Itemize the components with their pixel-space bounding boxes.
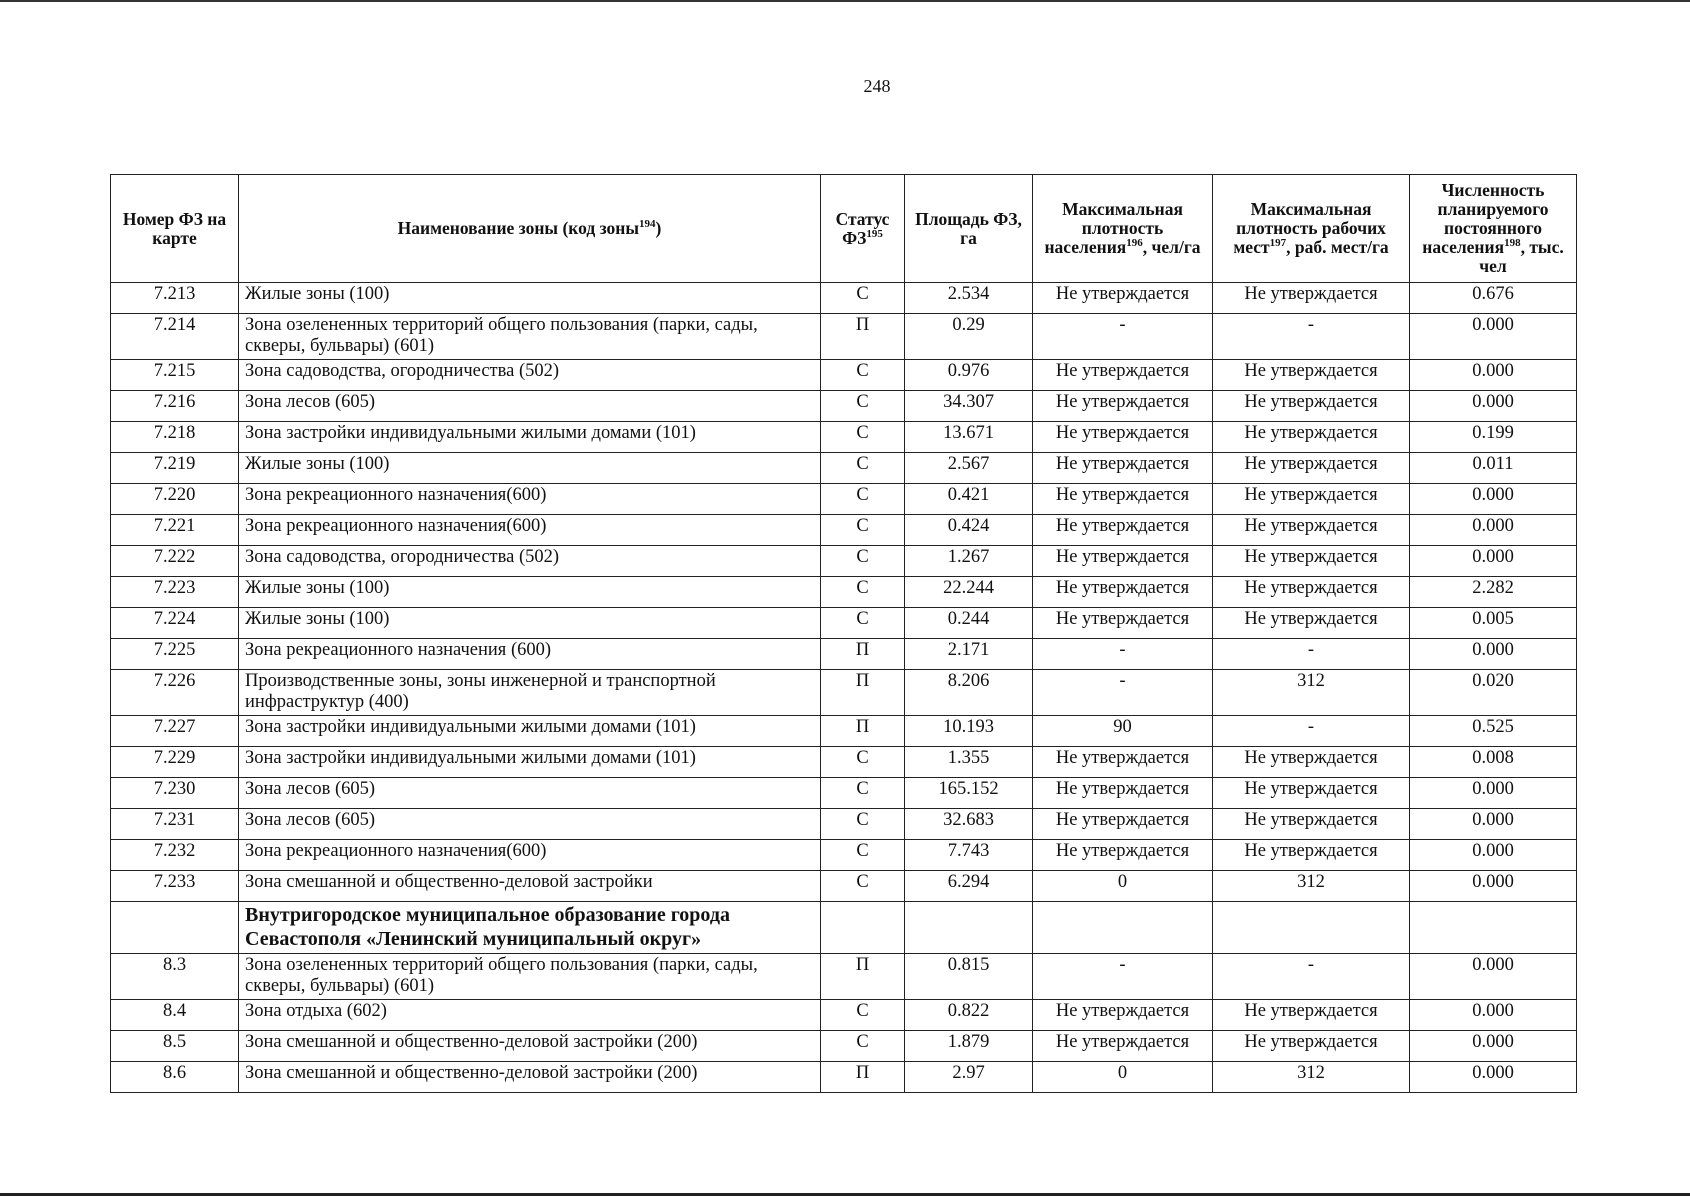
pop-density-cell: 0 bbox=[1033, 871, 1213, 902]
population-cell: 0.011 bbox=[1410, 453, 1577, 484]
job-density-cell: Не утверждается bbox=[1213, 778, 1410, 809]
population-cell: 0.000 bbox=[1410, 871, 1577, 902]
population-cell: 0.000 bbox=[1410, 360, 1577, 391]
name-cell: Производственные зоны, зоны инженерной и транспортной инфраструктур (400) bbox=[239, 670, 821, 716]
top-rule bbox=[0, 0, 1690, 2]
job-density-cell: - bbox=[1213, 954, 1410, 1000]
name-cell: Зона отдыха (602) bbox=[239, 1000, 821, 1031]
population-cell: 0.000 bbox=[1410, 484, 1577, 515]
number-cell: 7.216 bbox=[111, 391, 239, 422]
population-cell: 0.676 bbox=[1410, 283, 1577, 314]
header-pop-density-unit: , чел/га bbox=[1142, 237, 1201, 257]
pop-density-cell: Не утверждается bbox=[1033, 577, 1213, 608]
number-cell bbox=[111, 902, 239, 954]
population-cell: 0.199 bbox=[1410, 422, 1577, 453]
area-cell: 1.879 bbox=[905, 1031, 1033, 1062]
job-density-cell: Не утверждается bbox=[1213, 840, 1410, 871]
status-cell: С bbox=[821, 515, 905, 546]
pop-density-cell: Не утверждается bbox=[1033, 484, 1213, 515]
name-cell: Жилые зоны (100) bbox=[239, 608, 821, 639]
header-pop-density bbox=[1033, 175, 1213, 283]
number-cell: 7.232 bbox=[111, 840, 239, 871]
job-density-cell bbox=[1213, 902, 1410, 954]
population-cell: 0.000 bbox=[1410, 809, 1577, 840]
name-cell: Зона рекреационного назначения(600) bbox=[239, 840, 821, 871]
area-cell: 1.267 bbox=[905, 546, 1033, 577]
table-row bbox=[111, 1031, 1577, 1062]
area-cell: 32.683 bbox=[905, 809, 1033, 840]
number-cell: 7.224 bbox=[111, 608, 239, 639]
table-row bbox=[111, 670, 1577, 716]
header-population-text: Численность планируемого постоянного населения bbox=[1422, 180, 1549, 257]
population-cell: 0.000 bbox=[1410, 840, 1577, 871]
status-cell: С bbox=[821, 546, 905, 577]
status-cell: П bbox=[821, 1062, 905, 1093]
pop-density-cell: 0 bbox=[1033, 1062, 1213, 1093]
table-body bbox=[111, 283, 1577, 1093]
name-cell: Зона смешанной и общественно-деловой застройки (200) bbox=[239, 1062, 821, 1093]
table-row bbox=[111, 747, 1577, 778]
status-cell: С bbox=[821, 871, 905, 902]
table-row bbox=[111, 716, 1577, 747]
population-cell: 0.020 bbox=[1410, 670, 1577, 716]
population-cell: 0.008 bbox=[1410, 747, 1577, 778]
number-cell: 7.225 bbox=[111, 639, 239, 670]
table-row bbox=[111, 422, 1577, 453]
number-cell: 7.231 bbox=[111, 809, 239, 840]
status-cell: С bbox=[821, 840, 905, 871]
table-row bbox=[111, 1062, 1577, 1093]
name-cell: Зона рекреационного назначения(600) bbox=[239, 484, 821, 515]
job-density-cell: - bbox=[1213, 314, 1410, 360]
area-cell: 7.743 bbox=[905, 840, 1033, 871]
table-row bbox=[111, 546, 1577, 577]
header-name-text: Наименование зоны (код зоны bbox=[397, 218, 640, 238]
area-cell: 0.421 bbox=[905, 484, 1033, 515]
area-cell: 2.171 bbox=[905, 639, 1033, 670]
area-cell: 2.567 bbox=[905, 453, 1033, 484]
population-cell: 0.000 bbox=[1410, 778, 1577, 809]
header-status-text: Статус ФЗ bbox=[835, 208, 890, 248]
population-cell: 0.000 bbox=[1410, 954, 1577, 1000]
name-cell: Зона рекреационного назначения(600) bbox=[239, 515, 821, 546]
area-cell: 0.424 bbox=[905, 515, 1033, 546]
pop-density-cell: Не утверждается bbox=[1033, 546, 1213, 577]
area-cell: 0.244 bbox=[905, 608, 1033, 639]
job-density-cell: 312 bbox=[1213, 670, 1410, 716]
area-cell: 0.976 bbox=[905, 360, 1033, 391]
status-cell: С bbox=[821, 608, 905, 639]
pop-density-cell bbox=[1033, 902, 1213, 954]
job-density-cell: Не утверждается bbox=[1213, 391, 1410, 422]
footnote-ref: 195 bbox=[866, 227, 883, 240]
status-cell: П bbox=[821, 639, 905, 670]
status-cell: С bbox=[821, 1031, 905, 1062]
population-cell: 0.000 bbox=[1410, 1031, 1577, 1062]
name-cell: Зона смешанной и общественно-деловой застройки bbox=[239, 871, 821, 902]
header-name bbox=[239, 175, 821, 283]
population-cell: 0.000 bbox=[1410, 515, 1577, 546]
area-cell bbox=[905, 902, 1033, 954]
table-row bbox=[111, 515, 1577, 546]
status-cell: С bbox=[821, 453, 905, 484]
name-cell: Жилые зоны (100) bbox=[239, 577, 821, 608]
name-cell: Зона озелененных территорий общего пользования (парки, сады, скверы, бульвары) (601) bbox=[239, 314, 821, 360]
area-cell: 8.206 bbox=[905, 670, 1033, 716]
area-cell: 0.815 bbox=[905, 954, 1033, 1000]
name-cell: Жилые зоны (100) bbox=[239, 453, 821, 484]
page-number: 248 bbox=[863, 76, 891, 96]
table-row bbox=[111, 608, 1577, 639]
header-job-density-unit: , раб. мест/га bbox=[1286, 237, 1389, 257]
pop-density-cell: - bbox=[1033, 639, 1213, 670]
status-cell: С bbox=[821, 391, 905, 422]
table-row bbox=[111, 778, 1577, 809]
number-cell: 7.222 bbox=[111, 546, 239, 577]
status-cell: П bbox=[821, 716, 905, 747]
number-cell: 7.219 bbox=[111, 453, 239, 484]
job-density-cell: - bbox=[1213, 639, 1410, 670]
status-cell bbox=[821, 902, 905, 954]
name-cell: Зона садоводства, огородничества (502) bbox=[239, 546, 821, 577]
status-cell: С bbox=[821, 484, 905, 515]
zones-table bbox=[110, 174, 1577, 1093]
job-density-cell: 312 bbox=[1213, 871, 1410, 902]
number-cell: 8.3 bbox=[111, 954, 239, 1000]
footnote-ref: 197 bbox=[1269, 237, 1287, 250]
pop-density-cell: Не утверждается bbox=[1033, 1000, 1213, 1031]
pop-density-cell: Не утверждается bbox=[1033, 360, 1213, 391]
number-cell: 7.223 bbox=[111, 577, 239, 608]
job-density-cell: Не утверждается bbox=[1213, 747, 1410, 778]
name-cell: Жилые зоны (100) bbox=[239, 283, 821, 314]
job-density-cell: Не утверждается bbox=[1213, 1031, 1410, 1062]
section-row bbox=[111, 902, 1577, 954]
footnote-ref: 194 bbox=[639, 218, 656, 231]
job-density-cell: Не утверждается bbox=[1213, 484, 1410, 515]
job-density-cell: Не утверждается bbox=[1213, 422, 1410, 453]
pop-density-cell: Не утверждается bbox=[1033, 283, 1213, 314]
population-cell: 0.000 bbox=[1410, 1062, 1577, 1093]
population-cell: 0.000 bbox=[1410, 391, 1577, 422]
job-density-cell: Не утверждается bbox=[1213, 1000, 1410, 1031]
job-density-cell: Не утверждается bbox=[1213, 360, 1410, 391]
job-density-cell: Не утверждается bbox=[1213, 608, 1410, 639]
population-cell: 2.282 bbox=[1410, 577, 1577, 608]
number-cell: 7.230 bbox=[111, 778, 239, 809]
status-cell: С bbox=[821, 809, 905, 840]
header-number: Номер ФЗ на карте bbox=[111, 175, 239, 283]
name-cell: Зона смешанной и общественно-деловой застройки (200) bbox=[239, 1031, 821, 1062]
area-cell: 34.307 bbox=[905, 391, 1033, 422]
area-cell: 165.152 bbox=[905, 778, 1033, 809]
table-row bbox=[111, 954, 1577, 1000]
name-cell: Зона лесов (605) bbox=[239, 778, 821, 809]
number-cell: 7.233 bbox=[111, 871, 239, 902]
table-row bbox=[111, 871, 1577, 902]
status-cell: С bbox=[821, 360, 905, 391]
header-status bbox=[821, 175, 905, 283]
area-cell: 0.29 bbox=[905, 314, 1033, 360]
table-row bbox=[111, 360, 1577, 391]
status-cell: П bbox=[821, 954, 905, 1000]
name-cell: Зона застройки индивидуальными жилыми домами (101) bbox=[239, 747, 821, 778]
status-cell: С bbox=[821, 422, 905, 453]
name-cell: Зона застройки индивидуальными жилыми домами (101) bbox=[239, 716, 821, 747]
pop-density-cell: Не утверждается bbox=[1033, 453, 1213, 484]
name-cell: Зона застройки индивидуальными жилыми домами (101) bbox=[239, 422, 821, 453]
area-cell: 10.193 bbox=[905, 716, 1033, 747]
table-row bbox=[111, 840, 1577, 871]
pop-density-cell: - bbox=[1033, 314, 1213, 360]
number-cell: 8.6 bbox=[111, 1062, 239, 1093]
pop-density-cell: - bbox=[1033, 670, 1213, 716]
status-cell: С bbox=[821, 1000, 905, 1031]
population-cell: 0.005 bbox=[1410, 608, 1577, 639]
table-row bbox=[111, 453, 1577, 484]
population-cell: 0.000 bbox=[1410, 1000, 1577, 1031]
name-cell: Зона лесов (605) bbox=[239, 391, 821, 422]
table-row bbox=[111, 1000, 1577, 1031]
pop-density-cell: Не утверждается bbox=[1033, 840, 1213, 871]
status-cell: С bbox=[821, 577, 905, 608]
number-cell: 8.5 bbox=[111, 1031, 239, 1062]
number-cell: 8.4 bbox=[111, 1000, 239, 1031]
table-row bbox=[111, 484, 1577, 515]
name-cell: Зона рекреационного назначения (600) bbox=[239, 639, 821, 670]
area-cell: 0.822 bbox=[905, 1000, 1033, 1031]
pop-density-cell: Не утверждается bbox=[1033, 391, 1213, 422]
number-cell: 7.227 bbox=[111, 716, 239, 747]
number-cell: 7.229 bbox=[111, 747, 239, 778]
bottom-rule bbox=[0, 1193, 1690, 1196]
table-row bbox=[111, 314, 1577, 360]
job-density-cell: - bbox=[1213, 716, 1410, 747]
population-cell: 0.000 bbox=[1410, 546, 1577, 577]
header-population-unit: , тыс. чел bbox=[1479, 237, 1564, 276]
number-cell: 7.220 bbox=[111, 484, 239, 515]
pop-density-cell: Не утверждается bbox=[1033, 747, 1213, 778]
job-density-cell: Не утверждается bbox=[1213, 809, 1410, 840]
pop-density-cell: Не утверждается bbox=[1033, 422, 1213, 453]
table-row bbox=[111, 577, 1577, 608]
number-cell: 7.214 bbox=[111, 314, 239, 360]
job-density-cell: 312 bbox=[1213, 1062, 1410, 1093]
header-pop-density-text: Максимальная плотность населения bbox=[1044, 199, 1183, 257]
job-density-cell: Не утверждается bbox=[1213, 546, 1410, 577]
pop-density-cell: Не утверждается bbox=[1033, 515, 1213, 546]
pop-density-cell: Не утверждается bbox=[1033, 809, 1213, 840]
name-cell: Зона лесов (605) bbox=[239, 809, 821, 840]
header-row bbox=[111, 175, 1577, 283]
number-cell: 7.218 bbox=[111, 422, 239, 453]
area-cell: 2.534 bbox=[905, 283, 1033, 314]
population-cell: 0.000 bbox=[1410, 314, 1577, 360]
header-name-end: ) bbox=[655, 218, 662, 238]
status-cell: П bbox=[821, 670, 905, 716]
footnote-ref: 196 bbox=[1126, 237, 1143, 250]
footnote-ref: 198 bbox=[1504, 237, 1521, 250]
header-job-density-text: Максимальная плотность рабочих мест bbox=[1233, 199, 1386, 257]
number-cell: 7.226 bbox=[111, 670, 239, 716]
table-row bbox=[111, 391, 1577, 422]
status-cell: П bbox=[821, 314, 905, 360]
area-cell: 6.294 bbox=[905, 871, 1033, 902]
pop-density-cell: Не утверждается bbox=[1033, 608, 1213, 639]
pop-density-cell: Не утверждается bbox=[1033, 778, 1213, 809]
number-cell: 7.221 bbox=[111, 515, 239, 546]
table-row bbox=[111, 639, 1577, 670]
job-density-cell: Не утверждается bbox=[1213, 577, 1410, 608]
area-cell: 2.97 bbox=[905, 1062, 1033, 1093]
area-cell: 22.244 bbox=[905, 577, 1033, 608]
table-row bbox=[111, 283, 1577, 314]
job-density-cell: Не утверждается bbox=[1213, 515, 1410, 546]
number-cell: 7.215 bbox=[111, 360, 239, 391]
status-cell: С bbox=[821, 778, 905, 809]
status-cell: С bbox=[821, 747, 905, 778]
table-row bbox=[111, 809, 1577, 840]
pop-density-cell: - bbox=[1033, 954, 1213, 1000]
area-cell: 13.671 bbox=[905, 422, 1033, 453]
header-job-density bbox=[1213, 175, 1410, 283]
name-cell: Зона садоводства, огородничества (502) bbox=[239, 360, 821, 391]
pop-density-cell: Не утверждается bbox=[1033, 1031, 1213, 1062]
header-population bbox=[1410, 175, 1577, 283]
status-cell: С bbox=[821, 283, 905, 314]
job-density-cell: Не утверждается bbox=[1213, 283, 1410, 314]
area-cell: 1.355 bbox=[905, 747, 1033, 778]
header-area: Площадь ФЗ, га bbox=[905, 175, 1033, 283]
number-cell: 7.213 bbox=[111, 283, 239, 314]
job-density-cell: Не утверждается bbox=[1213, 453, 1410, 484]
population-cell: 0.000 bbox=[1410, 639, 1577, 670]
name-cell: Зона озелененных территорий общего пользования (парки, сады, скверы, бульвары) (601) bbox=[239, 954, 821, 1000]
population-cell bbox=[1410, 902, 1577, 954]
name-cell: Внутригородское муниципальное образование города Севастополя «Ленинский муниципальный округ» bbox=[239, 902, 821, 954]
population-cell: 0.525 bbox=[1410, 716, 1577, 747]
pop-density-cell: 90 bbox=[1033, 716, 1213, 747]
